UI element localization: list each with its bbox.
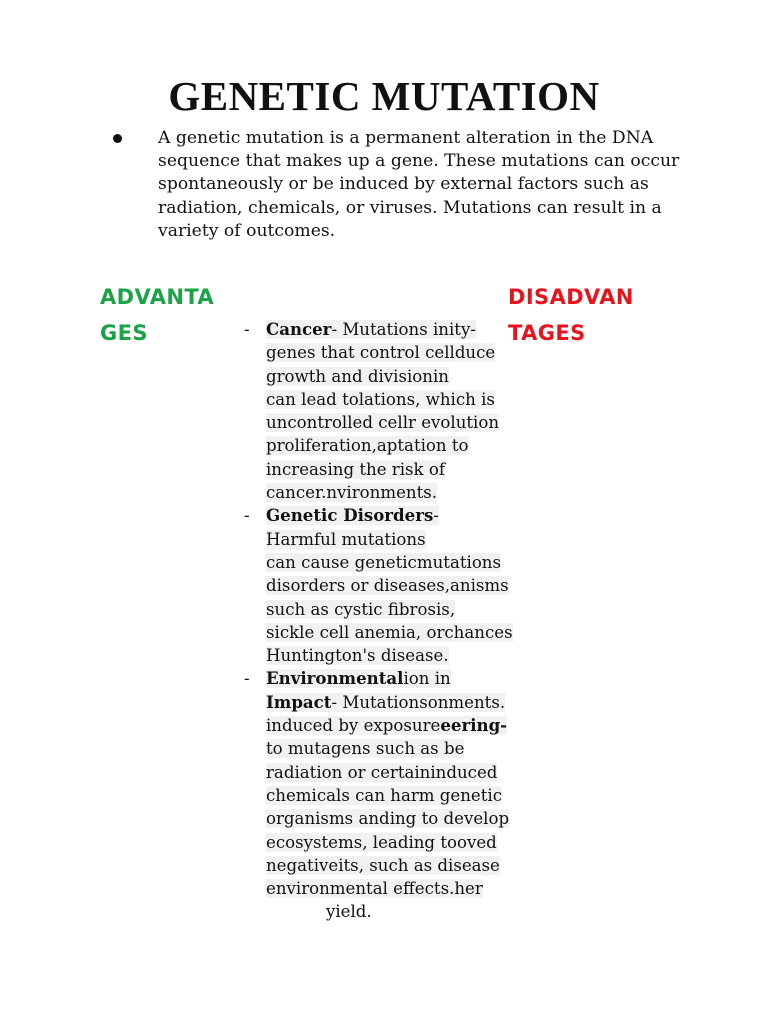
item-line: disorders or diseases, — [266, 576, 451, 596]
list-item-genetic-disorders — [244, 504, 544, 667]
item-line: genes that control cell — [266, 343, 455, 363]
item-line: uncontrolled cell — [266, 413, 408, 433]
item-line: can lead to — [266, 389, 359, 409]
item-line: Mutations in — [337, 320, 449, 339]
item-separator: - — [331, 320, 338, 339]
item-text — [266, 320, 499, 502]
item-line: proliferation, — [266, 436, 377, 456]
list-item-environmental-impact — [244, 667, 544, 923]
bullet-icon — [113, 134, 122, 143]
item-line: Huntington's disease. — [266, 646, 449, 666]
overlap-fragment: chances — [444, 622, 513, 642]
overlap-fragment: nvironments. — [326, 483, 438, 503]
page-title: GENETIC MUTATION — [168, 73, 600, 119]
item-line: organisms and — [266, 809, 390, 829]
overlap-fragment: ity- — [449, 320, 476, 339]
item-line: negative — [266, 855, 339, 875]
item-separator: - — [433, 506, 439, 526]
overlap-fragment: her — [454, 879, 483, 899]
item-label-continued: Impact — [266, 691, 332, 712]
advantages-heading-line-1: ADVANTA — [100, 285, 215, 309]
overlap-fragment: genetic — [434, 785, 503, 805]
overlap-fragment: in — [432, 366, 449, 386]
overlap-fragment: lations, which is — [358, 389, 495, 409]
overlap-fragment: eering- — [440, 715, 508, 736]
overlap-fragment: r evolution — [408, 413, 500, 433]
item-line: Harmful mutations — [266, 529, 426, 549]
item-line: such as cystic fibrosis, — [266, 599, 456, 619]
advantages-heading-line-2: GES — [100, 321, 148, 345]
overlap-fragment: induced — [430, 762, 498, 782]
overlap-fragment: mutations — [416, 552, 502, 572]
item-line: cancer. — [266, 483, 327, 503]
item-tail-line — [266, 900, 544, 923]
disadvantages-heading-line-2: TAGES — [508, 321, 586, 345]
item-line: yield. — [326, 902, 372, 922]
advantages-heading — [100, 279, 214, 351]
overlap-fragment: anisms — [450, 576, 509, 596]
item-line: can cause genetic — [266, 552, 417, 572]
item-line: induced by exposure — [266, 716, 441, 736]
item-line: to mutagens such as — [266, 739, 439, 759]
overlap-fragment: be — [438, 739, 465, 759]
overlap-fragment: onments. — [427, 692, 506, 712]
overlap-fragment: its, such as disease — [338, 855, 500, 875]
item-separator: - — [331, 692, 338, 712]
item-line: radiation or certain — [266, 762, 431, 782]
item-line: chemicals can harm — [266, 785, 435, 805]
dash-bullet-icon: - — [244, 320, 250, 339]
overlap-fragment: ing to develop — [389, 809, 510, 829]
item-label: Environmental — [266, 668, 404, 689]
intro-paragraph: A genetic mutation is a permanent alteration in the DNA sequence that makes up a gene. These mutations can occur spontaneously or be induced by external factors such as radiation, chemicals, or viruses. Mutations can result in a variety of outcomes. — [158, 128, 680, 241]
overlap-fragment: duce — [454, 343, 496, 363]
item-line: sickle cell anemia, or — [266, 622, 445, 642]
dash-bullet-icon: - — [244, 506, 250, 526]
item-label: Genetic Disorders — [266, 505, 434, 526]
overlap-fragment: ion in — [403, 669, 451, 689]
item-text — [266, 669, 509, 898]
item-label: Cancer — [266, 319, 332, 339]
dash-bullet-icon: - — [244, 669, 250, 689]
item-line: environmental effects. — [266, 879, 455, 899]
overlap-fragment: aptation to — [376, 436, 469, 456]
item-line: growth and division — [266, 366, 433, 386]
item-line: Mutations — [337, 692, 428, 712]
overlap-fragment: oved — [457, 832, 497, 852]
disadvantages-list — [244, 318, 544, 924]
item-line: increasing the risk of — [266, 459, 446, 479]
item-text — [266, 506, 513, 665]
item-line: ecosystems, leading to — [266, 832, 457, 852]
list-item-cancer — [244, 318, 544, 504]
disadvantages-heading-line-1: DISADVAN — [508, 285, 634, 309]
